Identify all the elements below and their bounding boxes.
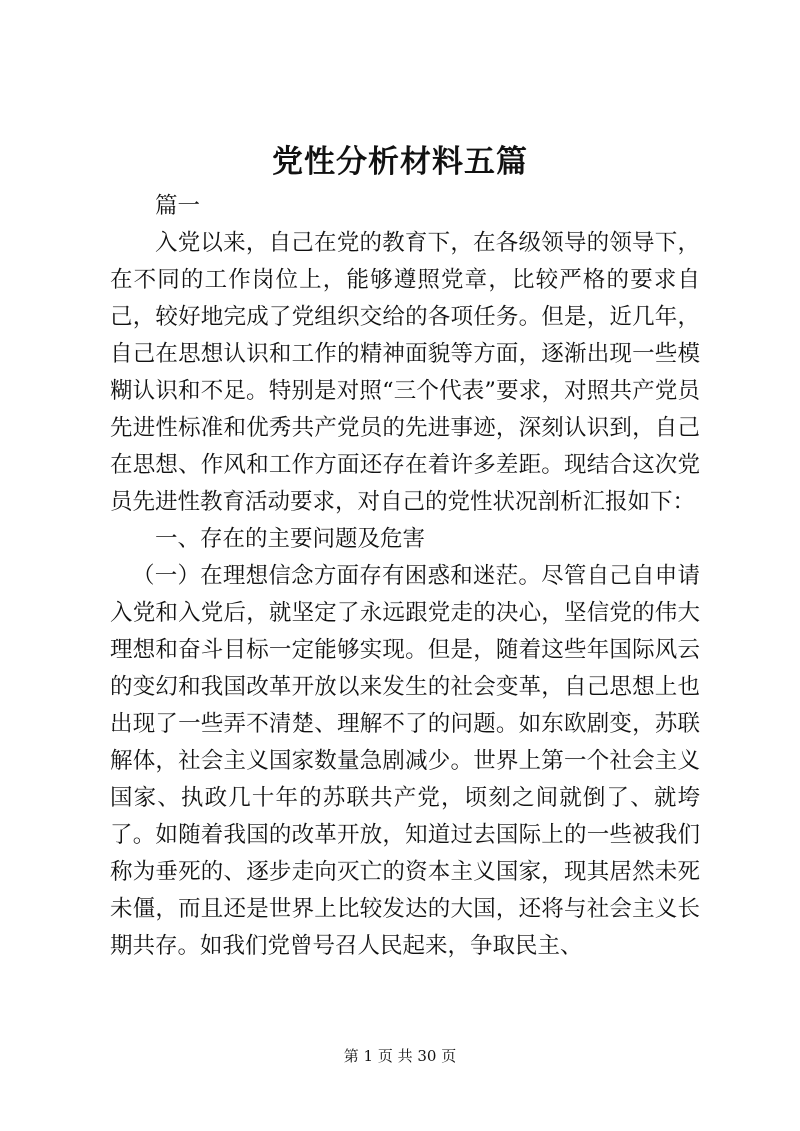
section-heading-part-one: 篇一 — [155, 193, 201, 219]
document-body — [110, 188, 700, 965]
intro-paragraph: 入党以来，自己在党的教育下，在各级领导的领导下，在不同的工作岗位上，能够遵照党章，比较严格的要求自己，较好地完成了党组织交给的各项任务。但是，近几年，自己在思想认识和工作的精神面貌等方面，逐渐出现一些模糊认识和不足。特别是对照“三个代表”要求，对照共产党员先进性标准和优秀共产党员的先进事迹，深刻认识到，自己在思想、作风和工作方面还存在着许多差距。现结合这次党员先进性教育活动要求，对自己的党性状况剖析汇报如下： — [110, 230, 700, 515]
section-heading-problems: 一、存在的主要问题及危害 — [155, 526, 426, 552]
document-title: 党性分析材料五篇 — [272, 144, 528, 180]
body-paragraph: （一）在理想信念方面存有困惑和迷茫。尽管自己自申请入党和入党后，就坚定了永远跟党走的决心，坚信党的伟大理想和奋斗目标一定能够实现。但是，随着这些年国际风云的变幻和我国改革开放以来发生的社会变革，自己思想上也出现了一些弄不清楚、理解不了的问题。如东欧剧变，苏联解体，社会主义国家数量急剧减少。世界上第一个社会主义国家、执政几十年的苏联共产党，顷刻之间就倒了、就垮了。如随着我国的改革开放，知道过去国际上的一些被我们称为垂死的、逐步走向灭亡的资本主义国家，现其居然未死未僵，而且还是世界上比较发达的大国，还将与社会主义长期共存。如我们党曾号召人民起来，争取民主、 — [110, 563, 700, 959]
page-footer: 第 1 页 共 30 页 — [343, 1047, 457, 1065]
